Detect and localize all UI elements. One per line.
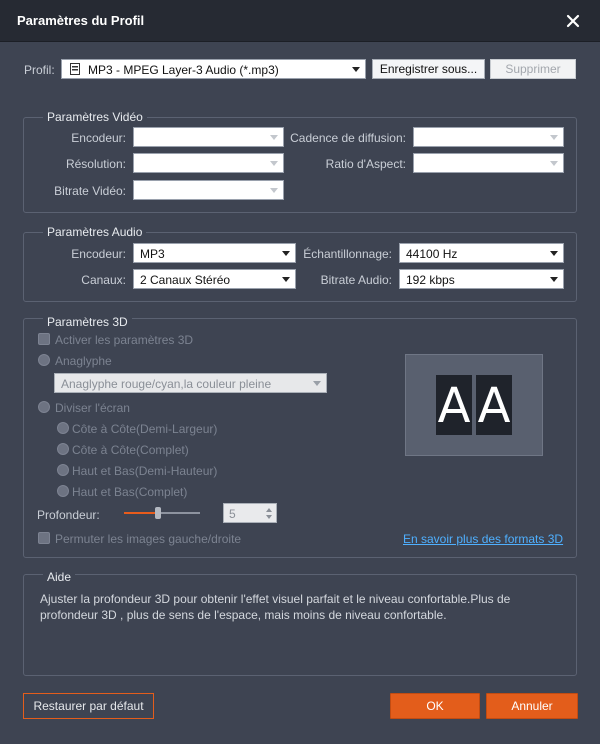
channels-value: 2 Canaux Stéréo	[140, 273, 231, 287]
resolution-label: Résolution:	[65, 157, 126, 171]
3d-preview	[405, 354, 543, 456]
depth-slider-thumb[interactable]	[155, 507, 161, 519]
save-as-button[interactable]: Enregistrer sous...	[372, 59, 485, 79]
help-text-line-2: profondeur 3D , plus de sens de l'espace, mais moins de niveau confortable.	[40, 608, 447, 622]
3d-settings-title: Paramètres 3D	[43, 315, 132, 329]
audio-bitrate-label: Bitrate Audio:	[320, 273, 392, 287]
mp3-file-icon	[70, 63, 80, 75]
depth-label: Profondeur:	[37, 508, 100, 522]
restore-defaults-button[interactable]: Restaurer par défaut	[23, 693, 154, 719]
sample-rate-select[interactable]	[399, 243, 564, 263]
swap-images-checkbox[interactable]	[38, 532, 50, 544]
profile-value: MP3 - MPEG Layer-3 Audio (*.mp3)	[88, 63, 279, 77]
chevron-down-icon	[550, 135, 558, 140]
video-encoder-label: Encodeur:	[71, 131, 126, 145]
top-bottom-full-radio[interactable]	[57, 485, 69, 497]
audio-encoder-value: MP3	[140, 247, 165, 261]
learn-more-3d-link[interactable]: En savoir plus des formats 3D	[403, 532, 564, 546]
title-bar	[0, 0, 600, 42]
side-by-side-half-radio[interactable]	[57, 422, 69, 434]
help-group	[23, 574, 577, 676]
chevron-down-icon	[282, 251, 290, 256]
chevron-down-icon	[550, 251, 558, 256]
spin-down-icon[interactable]	[266, 515, 272, 519]
spin-up-icon[interactable]	[266, 508, 272, 512]
profile-label: Profil:	[24, 63, 55, 77]
aspect-ratio-label: Ratio d'Aspect:	[325, 157, 406, 171]
help-title: Aide	[43, 570, 75, 584]
chevron-down-icon	[270, 188, 278, 193]
preview-right-glyph: A	[476, 375, 512, 435]
preview-left-glyph: A	[436, 375, 472, 435]
channels-label: Canaux:	[81, 273, 126, 287]
side-by-side-half-label: Côte à Côte(Demi-Largeur)	[72, 422, 218, 436]
audio-settings-title: Paramètres Audio	[43, 225, 146, 239]
framerate-label: Cadence de diffusion:	[290, 131, 406, 145]
chevron-down-icon	[282, 277, 290, 282]
audio-encoder-label: Encodeur:	[71, 247, 126, 261]
chevron-down-icon	[270, 135, 278, 140]
ok-button[interactable]: OK	[390, 693, 480, 719]
side-by-side-full-radio[interactable]	[57, 443, 69, 455]
chevron-down-icon	[352, 67, 360, 72]
window-title: Paramètres du Profil	[17, 13, 145, 28]
video-bitrate-select[interactable]	[133, 180, 284, 200]
help-text	[40, 591, 570, 623]
chevron-down-icon	[550, 161, 558, 166]
delete-button[interactable]: Supprimer	[490, 59, 576, 79]
side-by-side-full-label: Côte à Côte(Complet)	[72, 443, 189, 457]
channels-select[interactable]	[133, 269, 296, 289]
resolution-select[interactable]	[133, 153, 284, 173]
audio-encoder-select[interactable]	[133, 243, 296, 263]
depth-slider-fill	[124, 512, 158, 514]
sample-rate-value: 44100 Hz	[406, 247, 458, 261]
chevron-down-icon	[550, 277, 558, 282]
framerate-select[interactable]	[413, 127, 564, 147]
top-bottom-half-label: Haut et Bas(Demi-Hauteur)	[72, 464, 218, 478]
video-settings-title: Paramètres Vidéo	[43, 110, 147, 124]
chevron-down-icon	[270, 161, 278, 166]
swap-images-label: Permuter les images gauche/droite	[55, 532, 242, 546]
split-screen-label: Diviser l'écran	[55, 401, 130, 415]
depth-value: 5	[229, 507, 236, 521]
anaglyph-select[interactable]	[54, 373, 327, 393]
help-text-line-1: Ajuster la profondeur 3D pour obtenir l'effet visuel parfait et le niveau confortable.Plus de	[40, 592, 511, 606]
cancel-button[interactable]: Annuler	[486, 693, 578, 719]
audio-bitrate-select[interactable]	[399, 269, 564, 289]
sample-rate-label: Échantillonnage:	[303, 247, 392, 261]
enable-3d-checkbox[interactable]	[38, 333, 50, 345]
close-icon[interactable]	[561, 9, 585, 33]
anaglyph-radio[interactable]	[38, 354, 50, 366]
top-bottom-half-radio[interactable]	[57, 464, 69, 476]
top-bottom-full-label: Haut et Bas(Complet)	[72, 485, 188, 499]
anaglyph-value: Anaglyphe rouge/cyan,la couleur pleine	[61, 377, 272, 391]
enable-3d-label: Activer les paramètres 3D	[55, 333, 194, 347]
split-screen-radio[interactable]	[38, 401, 50, 413]
anaglyph-label: Anaglyphe	[55, 354, 112, 368]
video-encoder-select[interactable]	[133, 127, 284, 147]
chevron-down-icon	[313, 381, 321, 386]
audio-bitrate-value: 192 kbps	[406, 273, 455, 287]
video-bitrate-label: Bitrate Vidéo:	[54, 184, 126, 198]
profile-select[interactable]	[61, 59, 366, 79]
aspect-ratio-select[interactable]	[413, 153, 564, 173]
depth-spinbox[interactable]	[223, 503, 277, 523]
